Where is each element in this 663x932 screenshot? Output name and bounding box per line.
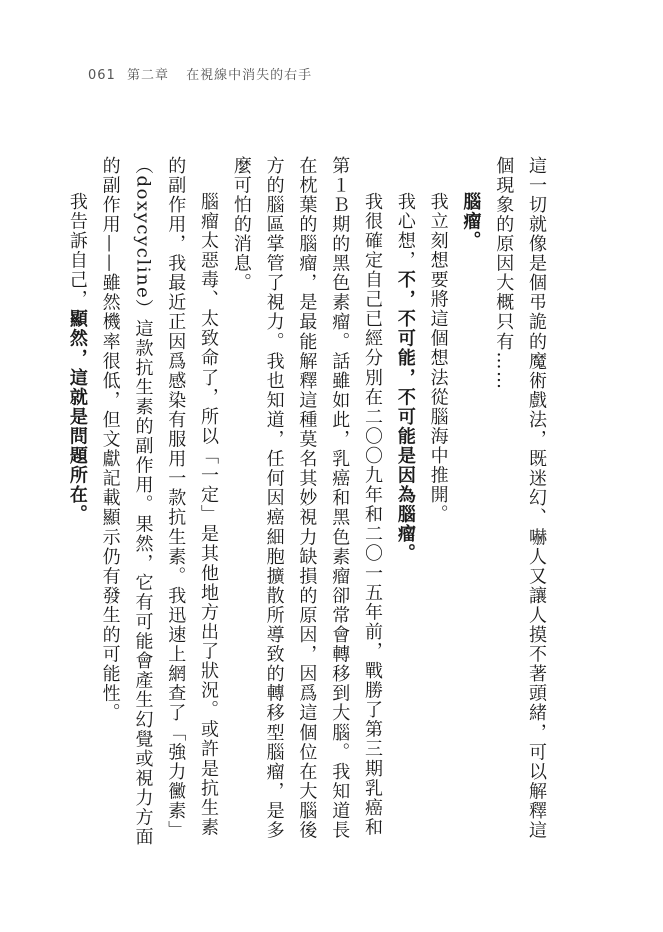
paragraph bbox=[224, 156, 388, 856]
page-number: 061 bbox=[88, 68, 116, 83]
bold-text: 顯然，這就是問題所在。 bbox=[66, 309, 88, 525]
text-run: 這一切就像是個弔詭的魔術戲法，既迷幻、嚇人又讓人摸不著頭緒，可以解釋這個現象的原因大概只有…… bbox=[493, 156, 547, 841]
bold-text: 不，不可能，不可能是因為腦瘤。 bbox=[394, 270, 416, 564]
body-text bbox=[66, 156, 552, 856]
paragraph bbox=[388, 156, 421, 856]
paragraph bbox=[421, 156, 454, 856]
running-head bbox=[88, 64, 312, 83]
text-run: 腦瘤太惡毒、太致命了，所以「一定」是其他地方出了狀況。或許是抗生素的副作用，我最近正因爲感染有服用一款抗生素。我迅速上網查了「強力黴素」（doxycycline）這款抗生素的副作用。果然，它有可能會產生幻覺或視力方面的副作用——雖然機率很低，但文獻記載顯示仍有發生的可能性。 bbox=[99, 156, 220, 847]
text-run: 我心想， bbox=[394, 192, 416, 271]
paragraph bbox=[486, 156, 552, 856]
text-run: 我很確定自己已經分別在二〇〇九年和二〇一五年前，戰勝了第三期乳癌和第１Ｂ期的黑色素瘤。話雖如此，乳癌和黑色素瘤卻常會轉移到大腦。我知道長在枕葉的腦瘤，是最能解釋這種莫名其妙視力缺損的原因，因爲這個位在大腦後方的腦區掌管了視力。我也知道，任何因癌細胞擴散所導致的轉移型腦瘤，是多麼可怕的消息。 bbox=[230, 156, 384, 841]
paragraph bbox=[93, 156, 224, 856]
chapter-label: 第二章 bbox=[126, 68, 169, 83]
paragraph bbox=[60, 156, 93, 856]
bold-text: 腦瘤。 bbox=[460, 192, 482, 251]
paragraph bbox=[454, 156, 487, 856]
chapter-title: 在視線中消失的右手 bbox=[186, 68, 313, 83]
text-run: 我告訴自己， bbox=[66, 192, 88, 310]
text-run: 我立刻想要將這個想法從腦海中推開。 bbox=[427, 192, 449, 525]
